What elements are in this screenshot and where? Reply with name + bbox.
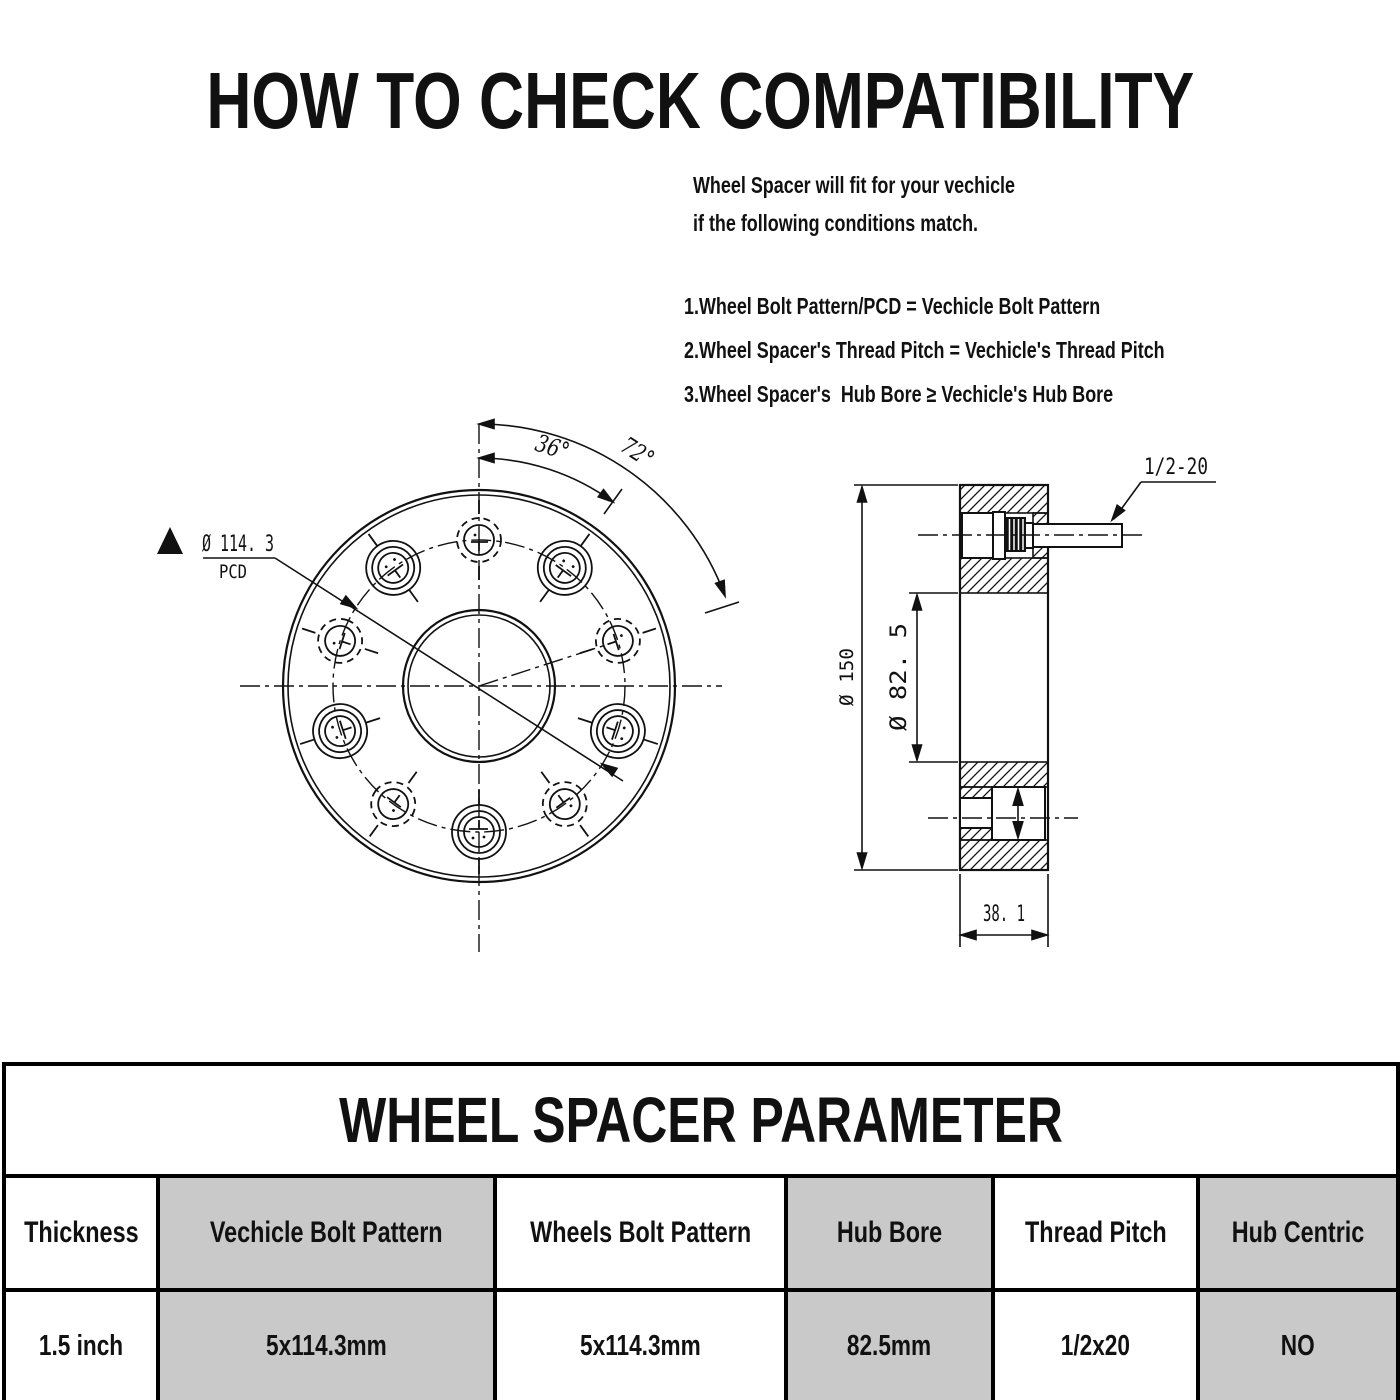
angle-36-label: 36° bbox=[531, 428, 581, 469]
angle-dimensions bbox=[479, 420, 739, 614]
pcd-label: PCD bbox=[219, 561, 247, 583]
thread-spec-leader bbox=[1108, 482, 1216, 523]
condition-2: 2.Wheel Spacer's Thread Pitch = Vechicle's Thread Pitch bbox=[684, 337, 1165, 363]
header-thickness: Thickness bbox=[4, 1176, 158, 1290]
angle-72-label: 72° bbox=[615, 431, 667, 478]
header-thread-pitch: Thread Pitch bbox=[993, 1176, 1198, 1290]
side-view-drawing bbox=[836, 455, 1216, 947]
value-wheels-bolt-pattern: 5x114.3mm bbox=[495, 1290, 786, 1400]
parameter-table bbox=[2, 1062, 1400, 1400]
thickness-label: 38. 1 bbox=[983, 902, 1025, 927]
header-hub-centric: Hub Centric bbox=[1198, 1176, 1398, 1290]
header-vehicle-bolt-pattern: Vechicle Bolt Pattern bbox=[158, 1176, 495, 1290]
intro-line-1: Wheel Spacer will fit for your vechicle bbox=[693, 172, 1016, 198]
value-thread-pitch: 1/2x20 bbox=[993, 1290, 1198, 1400]
condition-1: 1.Wheel Bolt Pattern/PCD = Vechicle Bolt Pattern bbox=[684, 293, 1101, 319]
header-wheels-bolt-pattern: Wheels Bolt Pattern bbox=[495, 1176, 786, 1290]
table-value-row bbox=[4, 1290, 1398, 1400]
hub-bore-dimension bbox=[909, 593, 958, 762]
value-vehicle-bolt-pattern: 5x114.3mm bbox=[158, 1290, 495, 1400]
hub-bore-label: Ø 82. 5 bbox=[887, 638, 912, 731]
table-header-row bbox=[4, 1176, 1398, 1290]
value-hub-bore: 82.5mm bbox=[786, 1290, 993, 1400]
table-title-row bbox=[4, 1064, 1398, 1176]
value-hub-centric: NO bbox=[1198, 1290, 1398, 1400]
front-view-drawing bbox=[157, 420, 739, 953]
thread-spec-label: 1/2-20 bbox=[1144, 455, 1208, 480]
intro-line-2: if the following conditions match. bbox=[693, 210, 979, 236]
header-hub-bore: Hub Bore bbox=[786, 1176, 993, 1290]
condition-3: 3.Wheel Spacer's Hub Bore ≥ Vechicle's Hub Bore bbox=[684, 381, 1114, 407]
pcd-diameter-label: Ø 114. 3 bbox=[202, 532, 274, 557]
page-title: HOW TO CHECK COMPATIBILITY bbox=[206, 56, 1194, 145]
table-title: WHEEL SPACER PARAMETER bbox=[4, 1064, 1398, 1176]
value-thickness: 1.5 inch bbox=[4, 1290, 158, 1400]
outer-diameter-label: Ø 150 bbox=[836, 648, 858, 706]
datum-triangle-icon bbox=[157, 527, 183, 554]
